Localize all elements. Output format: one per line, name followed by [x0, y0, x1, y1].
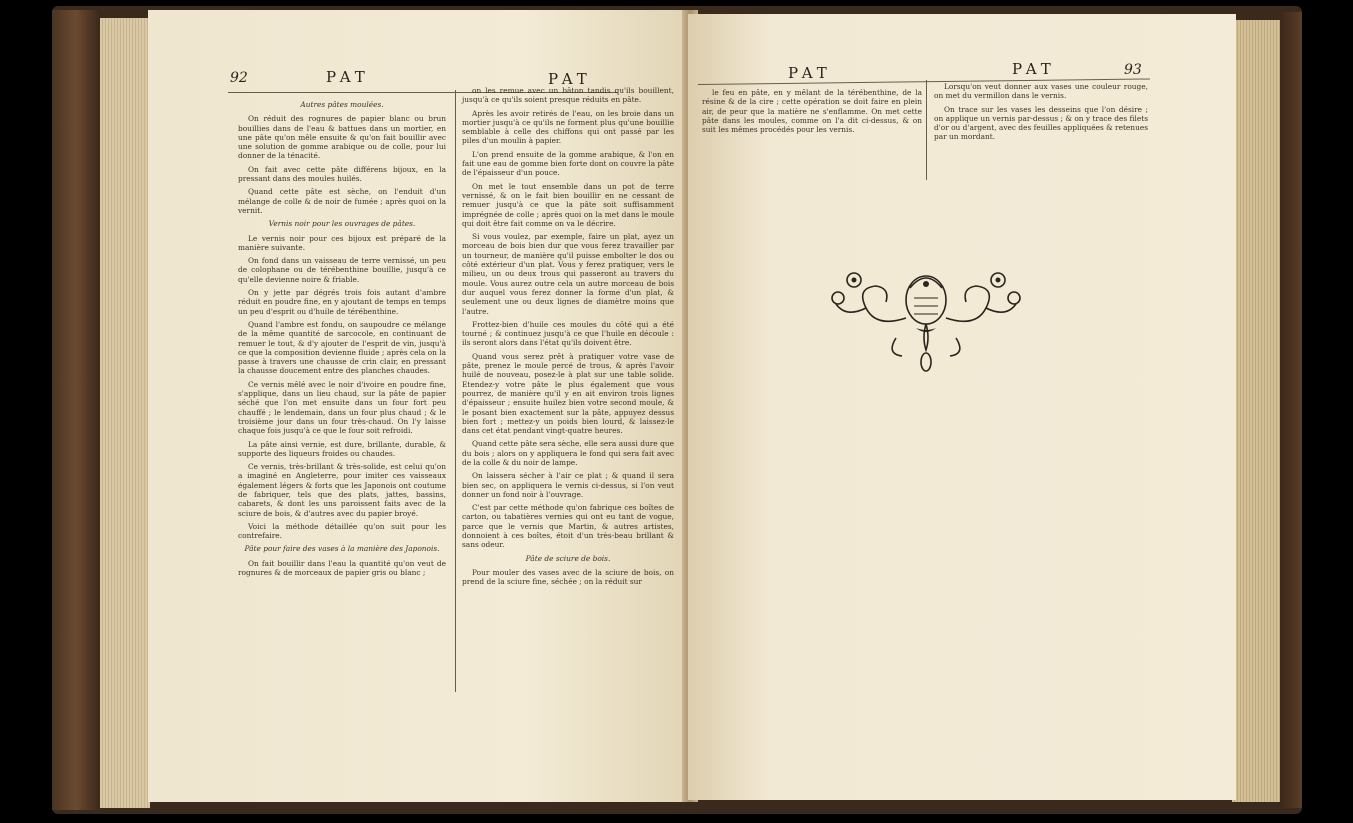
left-page	[148, 10, 688, 802]
paragraph: le feu en pâte, en y mêlant de la térébenthine, de la résine & de la cire ; cette opération se doit faire en plein air, de peur que la matière ne s'enflamme. On met cette pâte dans les moules, comme on l'a dit ci-dessus, & on suit les mêmes procédés pour les vernis.	[702, 88, 922, 135]
paragraph: Frottez-bien d'huile ces moules du côté qui a été tourné ; & continuez jusqu'à ce que l'huile en découle : ils seront alors dans l'état qu'ils doivent être.	[462, 319, 674, 348]
left-binding	[52, 10, 100, 810]
paragraph: On trace sur les vases les desseins que l'on désire ; on applique un vernis par-dessus ; & on y trace des filets d'or ou d'argent, avec des feuilles appliquées & retenues par un mordant.	[934, 104, 1148, 142]
paragraph: L'on prend ensuite de la gomme arabique, & l'on en fait une eau de gomme bien forte dont on couvre la pâte de l'épaisseur d'un pouce.	[462, 149, 674, 178]
page-number-right: 93	[1124, 62, 1142, 78]
paragraph: Ce vernis mêlé avec le noir d'ivoire en poudre fine, s'applique, dans un lieu chaud, sur la pâte de papier séché que l'on met ensuite dans un four fort peu chauffé ; le lendemain, dans un four plus chaud ; & le troisième jour dans un four très-chaud. On l'y laisse chaque fois jusqu'à ce que le four soit refroidi.	[238, 379, 446, 436]
paragraph: Ce vernis, très-brillant & très-solide, est celui qu'on a imaginé en Angleterre, pour imiter ces vaisseaux également légers & forts que les Japonois ont coutume de fabriquer, tels que des plats, jattes, bassins, cabarets, & dont les uns paroissent faits avec de la sciure de bois, & d'autres avec du papier broyé.	[238, 462, 446, 518]
running-head: PAT	[548, 70, 592, 88]
paragraph: Le vernis noir pour ces bijoux est préparé de la manière suivante.	[238, 233, 446, 252]
section-heading: Vernis noir pour les ouvrages de pâtes.	[268, 219, 416, 229]
left-page-edges	[100, 18, 150, 808]
column-rule	[455, 90, 456, 692]
paragraph: On fait avec cette pâte différens bijoux, en la pressant dans des moules huilés.	[238, 164, 446, 184]
paragraph: On laissera sécher à l'air ce plat ; & quand il sera bien sec, on appliquera le vernis ci-dessus, si l'on veut donner un fond noir à l'ouvrage.	[462, 471, 674, 499]
paragraph: Quand cette pâte sera sèche, elle sera aussi dure que du bois ; alors on y appliquera le fond qui sera fait avec de la colle & du noir de lampe.	[462, 439, 674, 467]
section-heading: Autres pâtes moulées.	[300, 100, 384, 109]
paragraph: Quand vous serez prêt à pratiquer votre vase de pâte, prenez le moule percé de trous, & après l'avoir huilé de nouveau, posez-le à plat sur une table solide. Etendez-y votre pâte le plus également que vous pourrez, de manière qu'il y en ait environ trois lignes d'épaisseur ; ensuite huilez bien votre second moule, & le posant bien exactement sur la pâte, appuyez dessus bien fort ; mettez-y un poids bien lourd, & laissez-le dans cet état pendant vingt-quatre heures.	[462, 351, 674, 436]
paragraph: Après les avoir retirés de l'eau, on les broie dans un mortier jusqu'à ce qu'ils ne forment plus qu'une bouillie semblable à celle des chiffons qui ont passé par les piles d'un moulin à papier.	[462, 108, 674, 146]
right-page-column-1	[702, 88, 922, 188]
section-heading: Pâte de sciure de bois.	[525, 553, 611, 563]
running-head: PAT	[326, 68, 370, 86]
paragraph: Voici la méthode détaillée qu'on suit pour les contrefaire.	[238, 521, 446, 541]
column-rule	[926, 80, 927, 180]
paragraph: La pâte ainsi vernie, est dure, brillante, durable, & supporte des liqueurs froides ou chaudes.	[238, 439, 446, 458]
paragraph: On fond dans un vaisseau de terre vernissé, un peu de colophane ou de térébenthine bouillie, jusqu'à ce qu'elle devienne noire & friable.	[238, 256, 446, 284]
left-page-column-2	[462, 86, 674, 711]
floral-tailpiece-icon	[826, 258, 1026, 386]
paragraph: Pour mouler des vases avec de la sciure de bois, on prend de la sciure fine, séchée ; on la réduit sur	[462, 567, 674, 587]
section-heading: Pâte pour faire des vases à la manière des Japonois.	[244, 544, 440, 554]
page-number-left: 92	[230, 70, 248, 86]
paragraph: Si vous voulez, par exemple, faire un plat, ayez un morceau de bois bien dur que vous ferez travailler par un tourneur, de manière qu'il puisse embolter le dos ou côté extérieur d'un plat. Vous y ferez pratiquer, vers le milieu, un ou deux trous qui passeront au travers du moule. Vous aurez outre cela un autre morceau de bois dur auquel vous ferez donner la forme d'un plat, & seulement une ou deux lignes de diamètre moins que l'autre.	[462, 232, 674, 316]
right-page-edges	[1232, 20, 1282, 802]
paragraph: Quand l'ambre est fondu, on saupoudre ce mélange de la même quantité de sarcocole, en continuant de remuer le tout, & d'y ajouter de l'esprit de vin, jusqu'à ce que la composition devienne fluide ; après cela on la passe à travers une chausse de crin clair, en pressant la chausse doucement entre des planches chaudes.	[238, 319, 446, 376]
paragraph: On y jette par dégrés trois fois autant d'ambre réduit en poudre fine, en y ajoutant de temps en temps un peu d'esprit ou d'huile de térébenthine.	[238, 288, 446, 316]
paragraph: On fait bouillir dans l'eau la quantité qu'on veut de rognures & de morceaux de papier gris ou blanc ;	[238, 558, 446, 578]
running-head: PAT	[1012, 60, 1056, 78]
right-page-column-2	[934, 82, 1148, 182]
running-head: PAT	[788, 64, 832, 82]
paragraph: On met le tout ensemble dans un pot de terre vernissé, & on le fait bien bouillir en ne cessant de remuer jusqu'à ce que la pâte soit suffisamment imprégnée de colle ; après quoi on la met dans le moule qui doit être fait comme on va le décrire.	[462, 181, 674, 228]
paragraph: C'est par cette méthode qu'on fabrique ces boîtes de carton, ou tabatières vernies qui ont eu tant de vogue, parce que le vernis que Martin, & autres artistes, donnoient à ces boîtes, étoit d'un très-beau brillant & sans odeur.	[462, 503, 674, 550]
paragraph: On réduit des rognures de papier blanc ou brun bouillies dans de l'eau & battues dans un mortier, en une pâte qu'on mêle ensuite & qu'on fait bouillir avec une solution de gomme arabique ou de colle, pour lui donner de la ténacité.	[238, 114, 446, 161]
right-page	[688, 14, 1236, 800]
paragraph: on les remue avec un bâton tandis qu'ils bouillent, jusqu'à ce qu'ils soient presque réduits en pâte.	[462, 86, 674, 105]
paragraph: Lorsqu'on veut donner aux vases une couleur rouge, on met du vermillon dans le vernis.	[934, 82, 1148, 101]
left-page-column-1	[238, 96, 446, 711]
right-binding	[1280, 12, 1302, 808]
paragraph: Quand cette pâte est sèche, on l'enduit d'un mélange de colle & de noir de fumée ; après quoi on la vernit.	[238, 187, 446, 215]
